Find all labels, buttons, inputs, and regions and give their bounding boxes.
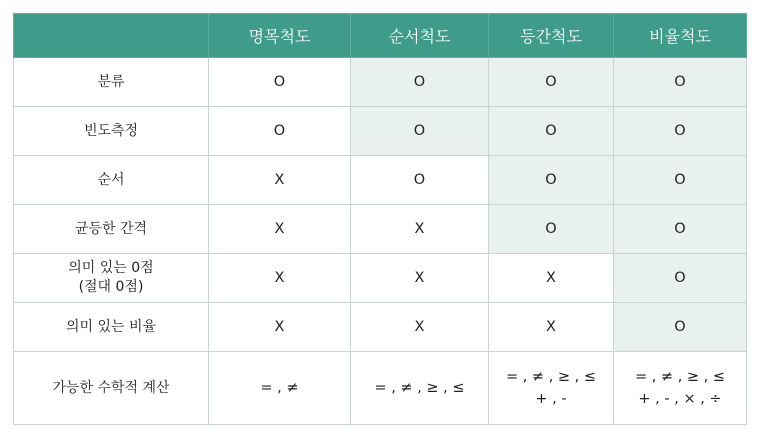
operations-line: = , ≠ , ≥ , ≤ [374,380,465,396]
table-cell [614,352,747,425]
table-row [14,205,747,254]
table-row [14,156,747,205]
table-cell: X [351,303,489,352]
table-cell: X [489,254,614,303]
table-cell: O [489,107,614,156]
header-row [14,14,747,58]
table-cell [351,352,489,425]
header-ratio-scale: 비율척도 [614,14,747,58]
table-cell: X [209,254,351,303]
table-row [14,352,747,425]
table-cell: O [489,156,614,205]
table-cell [209,352,351,425]
table-row [14,58,747,107]
table-cell: X [209,303,351,352]
table-row [14,254,747,303]
table-cell: X [351,205,489,254]
row-label-order: 순서 [14,156,209,205]
operations-line: + , - [535,391,567,407]
table-cell: O [209,58,351,107]
table-cell: O [614,156,747,205]
table-cell: O [351,107,489,156]
operations-line: = , ≠ , ≥ , ≤ [505,369,597,385]
table-cell: O [614,107,747,156]
header-nominal-scale: 명목척도 [209,14,351,58]
table-row [14,107,747,156]
row-label-math-operations: 가능한 수학적 계산 [14,352,209,425]
table-cell: O [351,156,489,205]
measurement-scale-table [13,13,747,425]
table-cell [489,352,614,425]
header-interval-scale: 등간척도 [489,14,614,58]
row-label-classification: 분류 [14,58,209,107]
row-label-equal-interval: 균등한 간격 [14,205,209,254]
table-cell: X [489,303,614,352]
table-cell: O [614,254,747,303]
row-label-meaningful-ratio: 의미 있는 비율 [14,303,209,352]
row-label-absolute-zero [14,254,209,303]
operations-line: = , ≠ [260,380,299,396]
header-ordinal-scale: 순서척도 [351,14,489,58]
table-cell: O [614,303,747,352]
operations-line: + , - , × , ÷ [638,391,722,407]
table-cell: O [209,107,351,156]
row-label-frequency: 빈도측정 [14,107,209,156]
operations-line: = , ≠ , ≥ , ≤ [634,369,726,385]
row-label-line: (절대 0점) [78,279,144,295]
table-cell: O [614,58,747,107]
header-corner-cell [14,14,209,58]
table-cell: X [209,156,351,205]
row-label-line: 의미 있는 0점 [68,260,154,276]
table-cell: O [351,58,489,107]
table-cell: O [489,58,614,107]
table-cell: X [351,254,489,303]
table-cell: O [489,205,614,254]
table-cell: X [209,205,351,254]
table-row [14,303,747,352]
table-cell: O [614,205,747,254]
